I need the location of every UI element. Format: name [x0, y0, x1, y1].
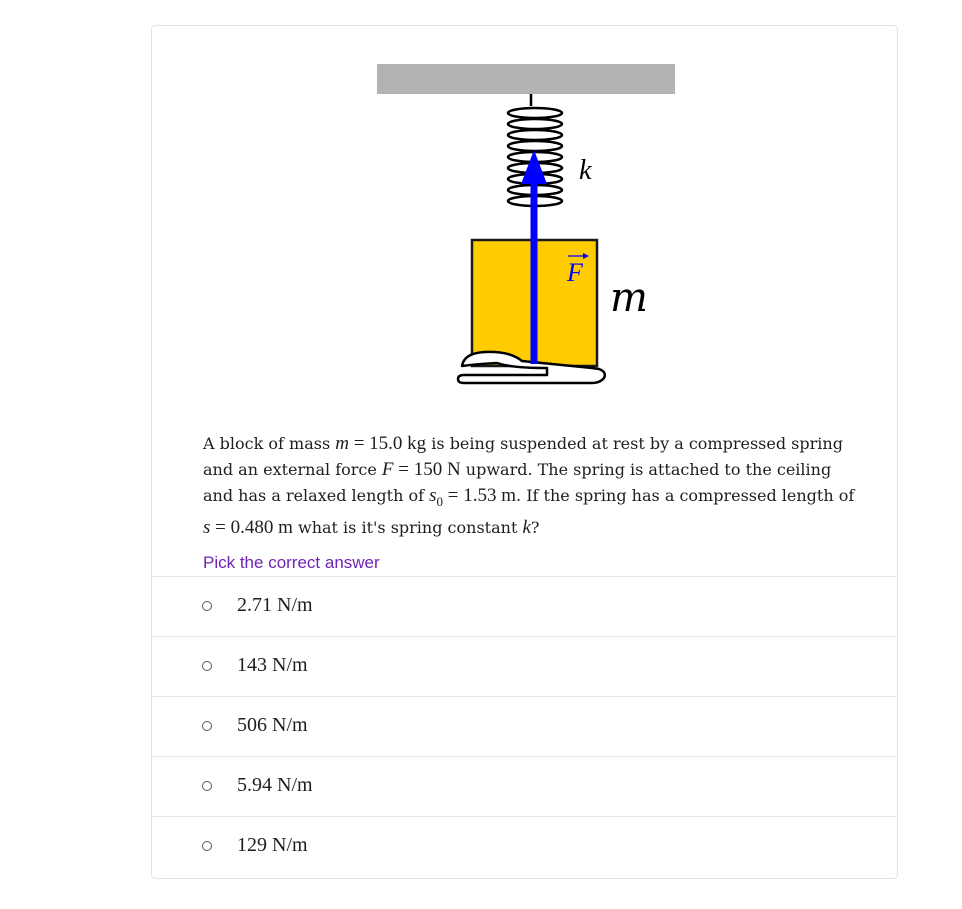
question-card [151, 25, 898, 879]
radio-button[interactable] [202, 721, 212, 731]
question-text: A block of mass m = 15.0 kg is being suspended at rest by a compressed spring and an external force F = 150 N upward. The spring is attached to the ceiling and has a relaxed length of $s_0 = 1.53$ m. If the spring has a compressed length of s = 0.480 m what is it's spring constant k? [203, 433, 855, 538]
radio-button[interactable] [202, 841, 212, 851]
spring-mass-diagram [152, 26, 897, 426]
spring-constant-label: k [579, 155, 592, 186]
answer-option-label: 129 N/m [237, 834, 308, 856]
answer-option[interactable] [152, 696, 897, 756]
mass-label: m [610, 275, 648, 321]
answer-option[interactable] [152, 636, 897, 696]
radio-button[interactable] [202, 601, 212, 611]
answer-option[interactable] [152, 816, 897, 876]
pick-answer-prompt: Pick the correct answer [203, 553, 380, 572]
answer-option-label: 5.94 N/m [237, 774, 313, 796]
answer-option[interactable] [152, 576, 897, 636]
answer-option[interactable] [152, 756, 897, 816]
answer-option-label: 506 N/m [237, 714, 308, 736]
answer-option-label: 143 N/m [237, 654, 308, 676]
force-arrow-head [521, 150, 547, 184]
answer-options [152, 576, 897, 876]
force-label: F [567, 258, 583, 287]
ceiling [377, 64, 675, 94]
radio-button[interactable] [202, 781, 212, 791]
answer-option-label: 2.71 N/m [237, 594, 313, 616]
radio-button[interactable] [202, 661, 212, 671]
